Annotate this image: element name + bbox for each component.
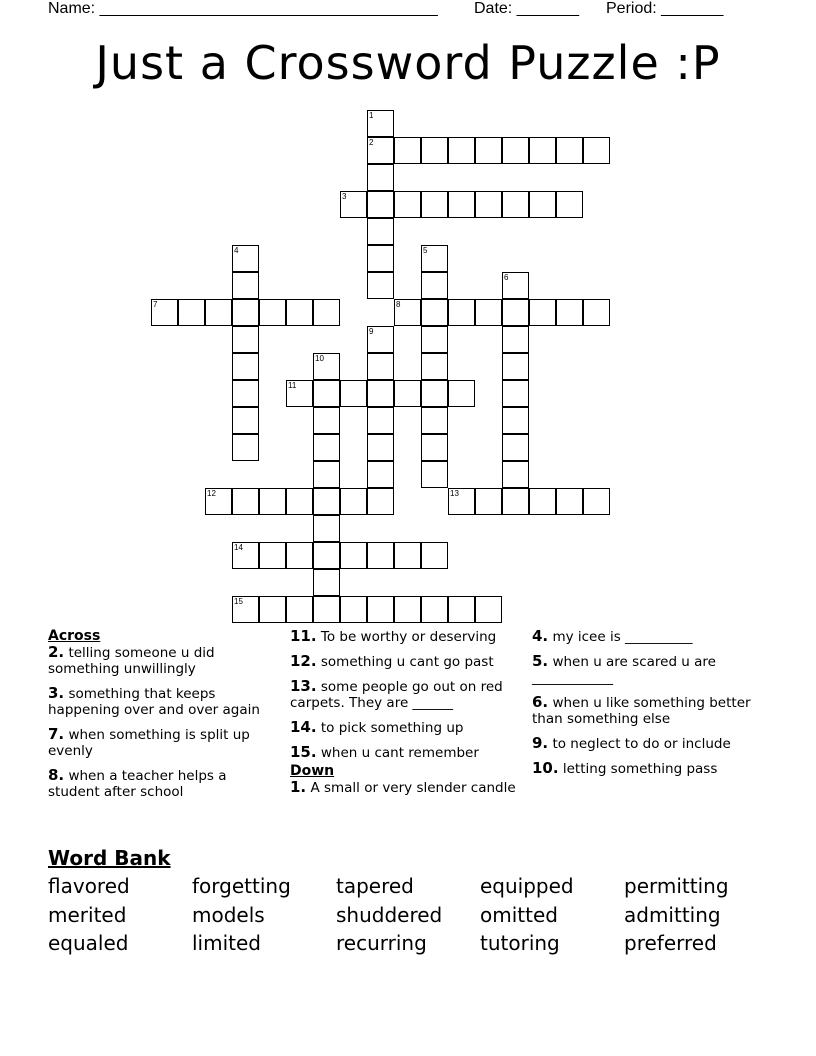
clue-number-label: 14	[234, 543, 243, 552]
crossword-cell	[367, 461, 394, 488]
clue-down-6	[532, 694, 768, 727]
crossword-cell	[529, 191, 556, 218]
crossword-cell	[583, 299, 610, 326]
crossword-cell	[286, 542, 313, 569]
crossword-cell	[286, 596, 313, 623]
crossword-cell	[421, 191, 448, 218]
crossword-cell	[529, 488, 556, 515]
clue-text: to pick something up	[320, 720, 464, 736]
crossword-cell	[232, 380, 259, 407]
name-field-label: Name: ______________________________________	[48, 0, 438, 17]
crossword-cell	[313, 380, 340, 407]
crossword-cell	[394, 542, 421, 569]
crossword-cell	[313, 407, 340, 434]
crossword-cell	[448, 596, 475, 623]
clue-number: 8.	[48, 766, 65, 784]
crossword-cell	[502, 272, 529, 299]
crossword-cell	[313, 515, 340, 542]
crossword-cell	[583, 137, 610, 164]
crossword-cell	[151, 299, 178, 326]
clue-number-label: 6	[504, 273, 509, 282]
crossword-cell	[286, 299, 313, 326]
clue-text: something that keeps happening over and over again	[48, 686, 260, 718]
clue-across-13	[290, 678, 526, 711]
clue-number: 4.	[532, 627, 549, 645]
crossword-cell	[448, 488, 475, 515]
clue-text: To be worthy or deserving	[320, 629, 497, 645]
crossword-cell	[421, 407, 448, 434]
word-bank-word: tapered	[336, 874, 414, 898]
clue-across-2	[48, 644, 280, 677]
clue-down-5	[532, 653, 768, 686]
crossword-cell	[556, 191, 583, 218]
clue-number-label: 8	[396, 300, 401, 309]
crossword-cell	[421, 542, 448, 569]
crossword-cell	[313, 596, 340, 623]
clue-down-4	[532, 628, 768, 645]
crossword-cell	[475, 488, 502, 515]
crossword-cell	[367, 596, 394, 623]
word-bank-word: preferred	[624, 931, 717, 955]
crossword-cell	[475, 299, 502, 326]
clue-across-14	[290, 719, 526, 736]
clue-number: 3.	[48, 684, 65, 702]
period-field-label: Period: _______	[606, 0, 724, 17]
clue-number-label: 1	[369, 111, 374, 120]
clue-number: 11.	[290, 627, 317, 645]
clue-number-label: 3	[342, 192, 347, 201]
crossword-cell	[475, 191, 502, 218]
clue-number-label: 10	[315, 354, 324, 363]
crossword-cell	[232, 326, 259, 353]
crossword-cell	[286, 488, 313, 515]
clue-number: 10.	[532, 759, 559, 777]
clue-number-label: 11	[288, 381, 297, 390]
crossword-cell	[367, 380, 394, 407]
crossword-cell	[367, 326, 394, 353]
word-bank-word: models	[192, 903, 265, 927]
crossword-cell	[529, 299, 556, 326]
crossword-cell	[475, 137, 502, 164]
crossword-cell	[367, 164, 394, 191]
clues-column-1	[48, 628, 280, 808]
crossword-cell	[313, 434, 340, 461]
word-bank-word: forgetting	[192, 874, 291, 898]
crossword-cell	[556, 488, 583, 515]
word-bank-word: recurring	[336, 931, 427, 955]
across-heading: Across	[48, 628, 101, 644]
clue-text: letting something pass	[562, 761, 718, 777]
word-bank-word: admitting	[624, 903, 721, 927]
word-bank-word: omitted	[480, 903, 558, 927]
crossword-cell	[367, 272, 394, 299]
crossword-cell	[421, 272, 448, 299]
crossword-cell	[367, 191, 394, 218]
crossword-cell	[259, 299, 286, 326]
word-bank-word: equaled	[48, 931, 129, 955]
clue-text: some people go out on red carpets. They are ______	[290, 679, 503, 711]
crossword-cell	[367, 488, 394, 515]
crossword-cell	[340, 488, 367, 515]
clue-number-label: 4	[234, 246, 239, 255]
crossword-cell	[448, 299, 475, 326]
clue-across-8	[48, 767, 280, 800]
crossword-cell	[367, 407, 394, 434]
clue-text: something u cant go past	[320, 654, 494, 670]
word-bank-word: shuddered	[336, 903, 443, 927]
clue-number: 1.	[290, 778, 307, 796]
clue-number: 15.	[290, 743, 317, 761]
clue-number: 2.	[48, 643, 65, 661]
crossword-cell	[502, 380, 529, 407]
clue-number: 5.	[532, 652, 549, 670]
crossword-cell	[205, 488, 232, 515]
crossword-cell	[367, 353, 394, 380]
crossword-cell	[340, 596, 367, 623]
crossword-cell	[421, 299, 448, 326]
crossword-cell	[232, 245, 259, 272]
crossword-cell	[178, 299, 205, 326]
crossword-cell	[502, 326, 529, 353]
clues-column-2	[290, 628, 526, 804]
crossword-cell	[232, 488, 259, 515]
crossword-cell	[583, 488, 610, 515]
crossword-cell	[313, 542, 340, 569]
clue-text: when u like something better than something else	[532, 695, 751, 727]
crossword-cell	[367, 218, 394, 245]
crossword-cell	[502, 191, 529, 218]
clue-text: my icee is __________	[552, 629, 693, 645]
clue-across-3	[48, 685, 280, 718]
crossword-cell	[529, 137, 556, 164]
crossword-cell	[313, 461, 340, 488]
clue-number-label: 9	[369, 327, 374, 336]
crossword-cell	[340, 380, 367, 407]
crossword-cell	[259, 596, 286, 623]
clue-down-1	[290, 779, 526, 796]
clue-across-11	[290, 628, 526, 645]
clue-text: to neglect to do or include	[552, 736, 731, 752]
word-bank-word: permitting	[624, 874, 729, 898]
clue-number-label: 15	[234, 597, 243, 606]
crossword-cell	[556, 299, 583, 326]
crossword-cell	[313, 299, 340, 326]
clue-number-label: 5	[423, 246, 428, 255]
crossword-cell	[448, 137, 475, 164]
crossword-cell	[502, 488, 529, 515]
crossword-cell	[421, 380, 448, 407]
crossword-cell	[502, 461, 529, 488]
crossword-cell	[232, 542, 259, 569]
crossword-cell	[313, 353, 340, 380]
crossword-cell	[421, 461, 448, 488]
crossword-cell	[232, 434, 259, 461]
crossword-cell	[502, 137, 529, 164]
crossword-cell	[232, 407, 259, 434]
word-bank-title: Word Bank	[48, 846, 171, 870]
clue-text: A small or very slender candle	[310, 780, 516, 796]
crossword-cell	[556, 137, 583, 164]
down-heading: Down	[290, 763, 335, 779]
crossword-cell	[421, 245, 448, 272]
crossword-cell	[367, 110, 394, 137]
crossword-cell	[421, 353, 448, 380]
crossword-cell	[394, 299, 421, 326]
clue-across-7	[48, 726, 280, 759]
clue-text: when something is split up evenly	[48, 727, 250, 759]
word-bank-word: tutoring	[480, 931, 560, 955]
crossword-cell	[259, 488, 286, 515]
clue-text: when u cant remember	[320, 745, 479, 761]
word-bank-word: flavored	[48, 874, 130, 898]
clue-number-label: 12	[207, 489, 216, 498]
page-title: Just a Crossword Puzzle :P	[95, 36, 721, 90]
clue-number: 9.	[532, 734, 549, 752]
word-bank-word: limited	[192, 931, 261, 955]
clue-number-label: 13	[450, 489, 459, 498]
crossword-cell	[232, 596, 259, 623]
clue-text: when u are scared u are ____________	[532, 654, 716, 686]
clue-number: 7.	[48, 725, 65, 743]
crossword-cell	[475, 596, 502, 623]
crossword-cell	[340, 542, 367, 569]
crossword-cell	[502, 353, 529, 380]
crossword-cell	[394, 596, 421, 623]
clue-number: 14.	[290, 718, 317, 736]
clue-across-12	[290, 653, 526, 670]
crossword-cell	[340, 191, 367, 218]
crossword-cell	[232, 353, 259, 380]
crossword-cell	[421, 137, 448, 164]
clue-number: 6.	[532, 693, 549, 711]
crossword-cell	[448, 191, 475, 218]
clue-text: when a teacher helps a student after school	[48, 768, 227, 800]
crossword-cell	[421, 596, 448, 623]
crossword-cell	[313, 569, 340, 596]
clue-down-10	[532, 760, 768, 777]
crossword-cell	[394, 191, 421, 218]
crossword-cell	[502, 299, 529, 326]
crossword-cell	[232, 299, 259, 326]
crossword-cell	[448, 380, 475, 407]
crossword-cell	[232, 272, 259, 299]
crossword-cell	[367, 542, 394, 569]
crossword-cell	[394, 137, 421, 164]
date-field-label: Date: _______	[474, 0, 579, 17]
clue-number: 12.	[290, 652, 317, 670]
crossword-cell	[421, 326, 448, 353]
crossword-cell	[394, 380, 421, 407]
crossword-cell	[205, 299, 232, 326]
crossword-cell	[367, 137, 394, 164]
crossword-cell	[367, 245, 394, 272]
crossword-cell	[286, 380, 313, 407]
crossword-cell	[367, 434, 394, 461]
crossword-cell	[259, 542, 286, 569]
clues-column-3	[532, 628, 768, 785]
crossword-cell	[313, 488, 340, 515]
clue-across-15	[290, 744, 526, 761]
clue-down-9	[532, 735, 768, 752]
clue-number-label: 2	[369, 138, 374, 147]
crossword-cell	[502, 407, 529, 434]
word-bank-word: equipped	[480, 874, 574, 898]
clue-number-label: 7	[153, 300, 158, 309]
clue-text: telling someone u did something unwillingly	[48, 645, 215, 677]
word-bank-word: merited	[48, 903, 127, 927]
clue-number: 13.	[290, 677, 317, 695]
crossword-cell	[421, 434, 448, 461]
crossword-cell	[502, 434, 529, 461]
